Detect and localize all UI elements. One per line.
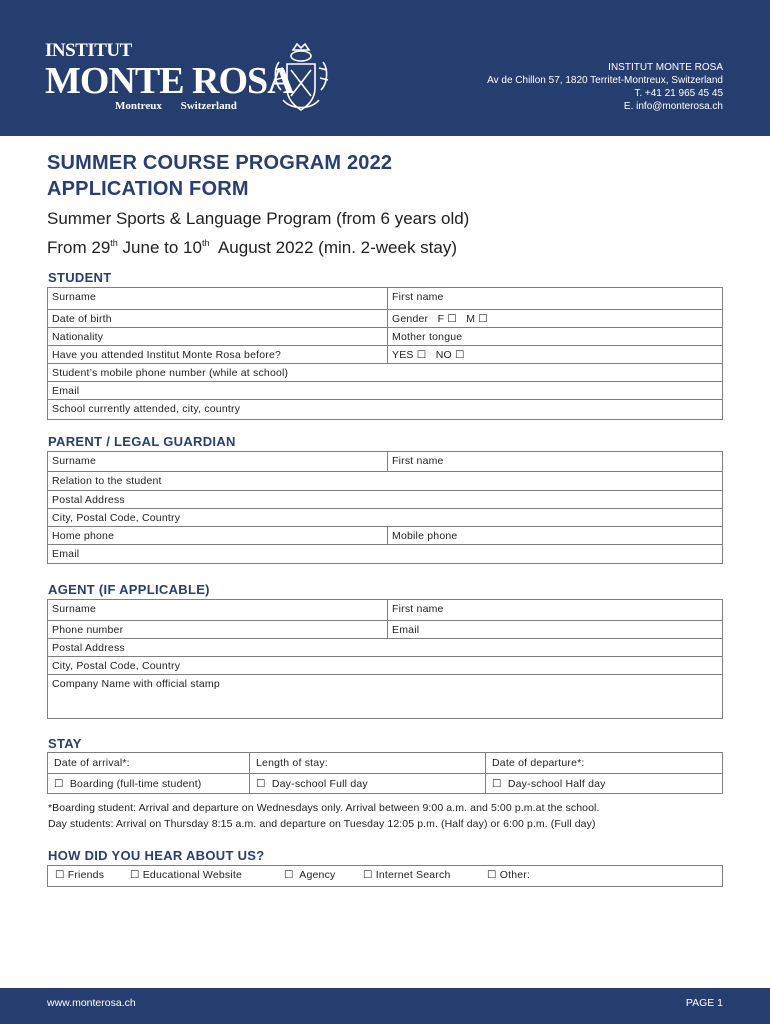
parent-surname-field[interactable]: [48, 452, 387, 471]
subtitle-sup-1: th: [110, 238, 118, 248]
stay-table: [47, 752, 723, 794]
parent-city-field[interactable]: [48, 509, 722, 526]
student-table: [47, 287, 723, 420]
table-row: [48, 639, 722, 657]
stay-note-boarding: *Boarding student: Arrival and departure on Wednesdays only. Arrival between 9:00 a.m. and 5:00 p.m.at the school.: [48, 802, 600, 814]
field-label: Postal Address: [52, 494, 125, 506]
agent-email-field[interactable]: [387, 621, 723, 638]
logo-line-1: INSTITUT: [45, 40, 132, 61]
field-label: City, Postal Code, Country: [52, 660, 181, 672]
field-label: Nationality: [52, 331, 104, 343]
hear-heading: HOW DID YOU HEAR ABOUT US?: [48, 848, 265, 863]
agent-surname-field[interactable]: [48, 600, 387, 620]
field-label: Have you attended Institut Monte Rosa before?: [52, 349, 282, 361]
table-row: [48, 621, 722, 639]
contact-email: E. info@monterosa.ch: [623, 101, 723, 112]
field-label: First name: [392, 291, 444, 303]
field-label: Phone number: [52, 624, 124, 636]
table-row: [48, 346, 722, 364]
internet-search-checkbox[interactable]: ☐ Internet Search: [363, 869, 451, 881]
subtitle-line-2: [47, 231, 469, 260]
table-row: [48, 509, 722, 527]
page-number: PAGE 1: [685, 997, 723, 1009]
table-row: [48, 328, 722, 346]
table-row: [48, 657, 722, 675]
logo-line-2: MONTE ROSA: [45, 60, 294, 102]
field-label: Surname: [52, 291, 97, 303]
agent-heading: AGENT (IF APPLICABLE): [48, 582, 210, 597]
stay-note: [48, 800, 600, 832]
parent-heading: PARENT / LEGAL GUARDIAN: [48, 434, 236, 449]
day-school-full-checkbox[interactable]: ☐ Day-school Full day: [256, 778, 368, 790]
day-school-half-checkbox[interactable]: ☐ Day-school Half day: [492, 778, 606, 790]
parent-home-phone-field[interactable]: [48, 527, 387, 544]
field-label: Mother tongue: [392, 331, 463, 343]
table-row: [48, 491, 722, 509]
field-label: Surname: [52, 455, 97, 467]
table-row: [48, 310, 722, 328]
friends-checkbox[interactable]: ☐ Friends: [55, 869, 105, 881]
field-label: City, Postal Code, Country: [52, 512, 181, 524]
field-label: Email: [52, 548, 80, 560]
subtitle-june: June to 10: [117, 238, 202, 257]
educational-website-checkbox[interactable]: ☐ Educational Website: [130, 869, 243, 881]
field-label: Surname: [52, 603, 97, 615]
website-link[interactable]: www.monterosa.ch: [47, 997, 136, 1009]
field-label: Relation to the student: [52, 475, 162, 487]
student-first-name-field[interactable]: [387, 288, 723, 309]
field-label: First name: [392, 455, 444, 467]
agent-first-name-field[interactable]: [387, 600, 723, 620]
logo-line-3: Montreux Switzerland: [115, 100, 237, 112]
arrival-date-field[interactable]: Date of arrival*:: [54, 757, 130, 769]
field-label: Postal Address: [52, 642, 125, 654]
agent-postal-address-field[interactable]: [48, 639, 722, 656]
other-checkbox[interactable]: ☐ Other:: [487, 869, 531, 881]
table-row: [48, 382, 722, 400]
table-row: [48, 545, 722, 563]
subtitle-line-1: Summer Sports & Language Program (from 6 years old): [47, 209, 470, 228]
field-label: Email: [52, 385, 80, 397]
table-row: [48, 527, 722, 545]
form-title-line-1: SUMMER COURSE PROGRAM 2022: [47, 152, 393, 174]
agent-phone-field[interactable]: [48, 621, 387, 638]
coat-of-arms-crest-icon: [269, 40, 333, 116]
student-email-field[interactable]: [48, 382, 722, 399]
table-row: [48, 472, 722, 491]
student-gender-checkboxes[interactable]: [387, 310, 723, 327]
field-label: Date of birth: [52, 313, 112, 325]
student-attended-before-field: [48, 346, 387, 363]
table-row: [48, 400, 722, 419]
student-school-field[interactable]: [48, 400, 722, 419]
student-surname-field[interactable]: [48, 288, 387, 309]
contact-phone: T. +41 21 965 45 45: [634, 88, 723, 99]
contact-name: INSTITUT MONTE ROSA: [608, 62, 723, 73]
parent-email-field[interactable]: [48, 545, 722, 563]
parent-table: [47, 451, 723, 564]
subtitle-from: From 29: [47, 238, 111, 257]
form-title-line-2: APPLICATION FORM: [47, 178, 249, 200]
program-subtitle: [47, 207, 469, 260]
field-label: Home phone: [52, 530, 115, 542]
boarding-checkbox[interactable]: ☐ Boarding (full-time student): [54, 778, 202, 790]
table-row: [48, 364, 722, 382]
hear-options-box: [47, 865, 723, 887]
form-title: [47, 150, 392, 202]
student-mobile-field[interactable]: [48, 364, 722, 381]
page-footer: [0, 988, 770, 1024]
departure-date-field[interactable]: Date of departure*:: [492, 757, 585, 769]
parent-postal-address-field[interactable]: [48, 491, 722, 508]
field-label: School currently attended, city, country: [52, 403, 241, 415]
page-header: [0, 0, 770, 136]
agency-checkbox[interactable]: ☐ Agency: [284, 869, 336, 881]
field-label: First name: [392, 603, 444, 615]
field-label: Mobile phone: [392, 530, 458, 542]
student-dob-field[interactable]: [48, 310, 387, 327]
stay-note-day: Day students: Arrival on Thursday 8:15 a.m. and departure on Tuesday 12:05 p.m. (Half day) or 6:00 p.m. (Full day): [48, 818, 596, 830]
student-heading: STUDENT: [48, 270, 112, 285]
student-nationality-field[interactable]: [48, 328, 387, 345]
field-label: Email: [392, 624, 420, 636]
agent-table: [47, 599, 723, 719]
student-mother-tongue-field[interactable]: [387, 328, 723, 345]
table-row: [48, 600, 722, 621]
parent-first-name-field[interactable]: [387, 452, 723, 471]
contact-address: Av de Chillon 57, 1820 Territet-Montreux, Switzerland: [487, 75, 723, 86]
agent-company-stamp-field[interactable]: [48, 675, 722, 718]
length-of-stay-field[interactable]: Length of stay:: [256, 757, 328, 769]
table-row: [48, 675, 722, 718]
parent-mobile-phone-field[interactable]: [387, 527, 723, 544]
agent-city-field[interactable]: [48, 657, 722, 674]
parent-relation-field[interactable]: [48, 472, 722, 490]
field-label: YES ☐ NO ☐: [392, 349, 465, 361]
field-label: Gender F ☐ M ☐: [392, 313, 488, 325]
subtitle-august: August 2022 (min. 2-week stay): [209, 238, 458, 257]
table-row: [48, 288, 722, 310]
table-row: [48, 452, 722, 472]
student-attended-yes-no-checkboxes[interactable]: [387, 346, 723, 363]
subtitle-sup-2: th: [201, 238, 210, 248]
field-label: Company Name with official stamp: [52, 678, 220, 690]
stay-heading: STAY: [48, 736, 82, 751]
contact-block: [487, 61, 723, 113]
field-label: Student’s mobile phone number (while at school): [52, 367, 289, 379]
